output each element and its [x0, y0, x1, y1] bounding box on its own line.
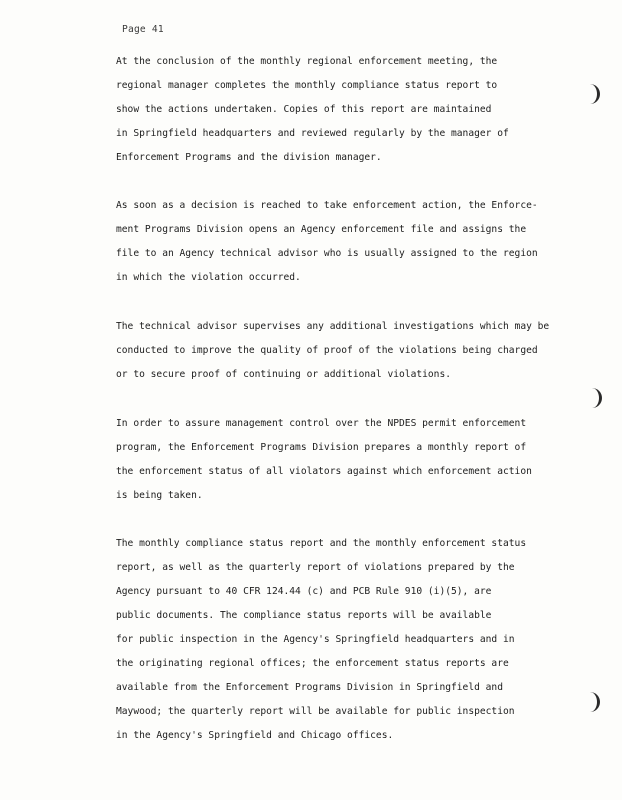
page-number: Page 41 — [122, 24, 164, 35]
text-line: report, as well as the quarterly report of violations prepared by the — [116, 562, 515, 573]
text-line: program, the Enforcement Programs Division prepares a monthly report of — [116, 442, 527, 453]
text-line: or to secure proof of continuing or additional violations. — [116, 369, 452, 380]
text-line: regional manager completes the monthly compliance status report to — [116, 80, 498, 91]
paragraph-enforcement-file — [116, 194, 576, 290]
paragraph-technical-advisor — [116, 315, 576, 387]
text-line: ment Programs Division opens an Agency enforcement file and assigns the — [116, 224, 527, 235]
text-line: in which the violation occurred. — [116, 272, 301, 283]
text-line: the enforcement status of all violators against which enforcement action — [116, 466, 532, 477]
text-line: the originating regional offices; the enforcement status reports are — [116, 658, 509, 669]
text-line: conducted to improve the quality of proof of the violations being charged — [116, 345, 538, 356]
binder-hole-mark — [587, 388, 602, 408]
text-line: public documents. The compliance status reports will be available — [116, 610, 492, 621]
text-line: in Springfield headquarters and reviewed regularly by the manager of — [116, 128, 509, 139]
paragraph-public-documents — [116, 532, 576, 748]
text-line: Agency pursuant to 40 CFR 124.44 (c) and PCB Rule 910 (i)(5), are — [116, 586, 492, 597]
text-line: for public inspection in the Agency's Springfield headquarters and in — [116, 634, 515, 645]
text-line: is being taken. — [116, 490, 203, 501]
text-line: available from the Enforcement Programs Division in Springfield and — [116, 682, 503, 693]
text-line: in the Agency's Springfield and Chicago offices. — [116, 730, 394, 741]
text-line: The monthly compliance status report and the monthly enforcement status — [116, 538, 527, 549]
paragraph-management-control — [116, 412, 576, 508]
text-line: Enforcement Programs and the division manager. — [116, 152, 382, 163]
binder-hole-mark — [585, 692, 600, 712]
paragraph-monthly-meeting — [116, 50, 576, 170]
text-line: In order to assure management control over the NPDES permit enforcement — [116, 418, 527, 429]
text-line: show the actions undertaken. Copies of this report are maintained — [116, 104, 492, 115]
text-line: As soon as a decision is reached to take enforcement action, the Enforce- — [116, 200, 538, 211]
text-line: file to an Agency technical advisor who is usually assigned to the region — [116, 248, 538, 259]
text-line: The technical advisor supervises any additional investigations which may be — [116, 321, 550, 332]
binder-hole-mark — [585, 84, 600, 104]
text-line: At the conclusion of the monthly regional enforcement meeting, the — [116, 56, 498, 67]
text-line: Maywood; the quarterly report will be available for public inspection — [116, 706, 515, 717]
